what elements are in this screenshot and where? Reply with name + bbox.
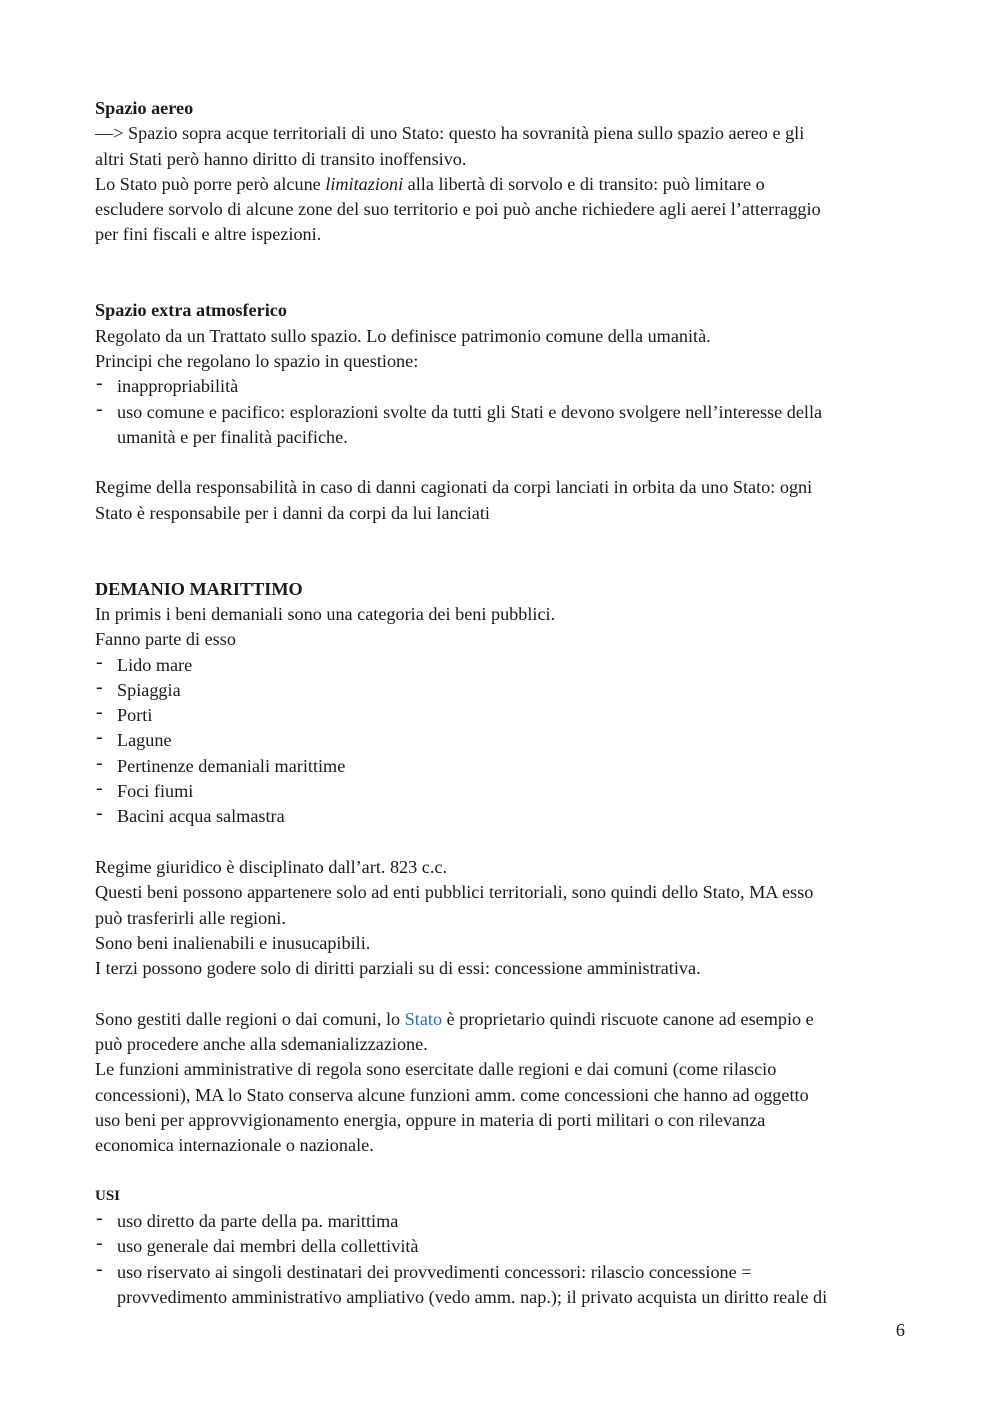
list-item-continuation: provvedimento amministrativo ampliativo (vedo amm. nap.); il privato acquista un diritto reale di: [117, 1286, 828, 1307]
paragraph-line: Regime giuridico è disciplinato dall’art. 823 c.c.: [95, 856, 448, 877]
heading-usi: USI: [95, 1187, 121, 1204]
paragraph-line: Questi beni possono appartenere solo ad enti pubblici territoriali, sono quindi dello Stato, MA esso: [95, 882, 814, 903]
text-run: alla libertà di sorvolo e di transito: può limitare o: [403, 173, 765, 194]
paragraph-line: Fanno parte di esso: [95, 629, 236, 650]
heading-spazio-extra: Spazio extra atmosferico: [95, 300, 287, 321]
paragraph-line: Principi che regolano lo spazio in questione:: [95, 350, 419, 371]
paragraph-line: concessioni), MA lo Stato conserva alcune funzioni amm. come concessioni che hanno ad oggetto: [95, 1084, 809, 1105]
spacer: [95, 830, 925, 855]
list-item: - Foci fiumi: [95, 779, 925, 804]
paragraph-line: Regolato da un Trattato sullo spazio. Lo definisce patrimonio comune della umanità.: [95, 325, 711, 346]
list-item: - Lido mare: [95, 653, 925, 678]
paragraph-line: per fini fiscali e altre ispezioni.: [95, 224, 322, 245]
list-item: - Pertinenze demaniali marittime: [95, 754, 925, 779]
spacer: [95, 1158, 925, 1183]
paragraph-line: Regime della responsabilità in caso di danni cagionati da corpi lanciati in orbita da uno Stato: ogni: [95, 477, 813, 498]
emphasis-text: limitazioni: [325, 173, 404, 194]
paragraph-line: Sono beni inalienabili e inusucapibili.: [95, 932, 371, 953]
paragraph-line: [95, 172, 925, 197]
spacer: [95, 248, 925, 299]
paragraph-line: può trasferirli alle regioni.: [95, 907, 286, 928]
paragraph-line: può procedere anche alla sdemanializzazione.: [95, 1033, 428, 1054]
list-item: - Spiaggia: [95, 678, 925, 703]
list-item: - Bacini acqua salmastra: [95, 804, 925, 829]
paragraph-line: Stato è responsabile per i danni da corpi da lui lanciati: [95, 502, 490, 523]
heading-demanio: DEMANIO MARITTIMO: [95, 578, 303, 599]
list-item: - uso comune e pacifico: esplorazioni svolte da tutti gli Stati e devono svolgere nell’interesse della: [95, 400, 925, 425]
list-item: - Porti: [95, 703, 925, 728]
paragraph-line: altri Stati però hanno diritto di transito inoffensivo.: [95, 148, 467, 169]
spacer: [95, 981, 925, 1006]
list-item-continuation: umanità e per finalità pacifiche.: [117, 426, 348, 447]
list-item: - uso generale dai membri della collettività: [95, 1234, 925, 1259]
list-item: - uso diretto da parte della pa. marittima: [95, 1209, 925, 1234]
text-run: è proprietario quindi riscuote canone ad esempio e: [442, 1008, 814, 1029]
paragraph-line: —> Spazio sopra acque territoriali di uno Stato: questo ha sovranità piena sullo spazio aereo e gli: [95, 123, 805, 144]
heading-spazio-aereo: Spazio aereo: [95, 98, 194, 118]
page-number: 6: [895, 1320, 905, 1340]
paragraph-line: uso beni per approvvigionamento energia, oppure in materia di porti militari o con rilevanza: [95, 1109, 766, 1130]
paragraph-line: Le funzioni amministrative di regola sono esercitate dalle regioni e dai comuni (come rilascio: [95, 1059, 777, 1080]
paragraph-line: economica internazionale o nazionale.: [95, 1135, 374, 1156]
spacer: [95, 450, 925, 475]
list-item: - Lagune: [95, 728, 925, 753]
paragraph-line: In primis i beni demaniali sono una categoria dei beni pubblici.: [95, 603, 556, 624]
stato-link[interactable]: Stato: [404, 1008, 443, 1029]
paragraph-line: I terzi possono godere solo di diritti parziali su di essi: concessione amministrativa.: [95, 958, 701, 979]
paragraph-line: [95, 1007, 925, 1032]
spacer: [95, 526, 925, 577]
list-item: - inappropriabilità: [95, 374, 925, 399]
document-page: [95, 96, 925, 1310]
paragraph-line: escludere sorvolo di alcune zone del suo territorio e poi può anche richiedere agli aerei l’atterraggio: [95, 199, 821, 220]
list-item: - uso riservato ai singoli destinatari dei provvedimenti concessori: rilascio concessione =: [95, 1260, 925, 1285]
text-run: Lo Stato può porre però alcune: [95, 173, 326, 194]
text-run: Sono gestiti dalle regioni o dai comuni, lo: [95, 1008, 405, 1029]
